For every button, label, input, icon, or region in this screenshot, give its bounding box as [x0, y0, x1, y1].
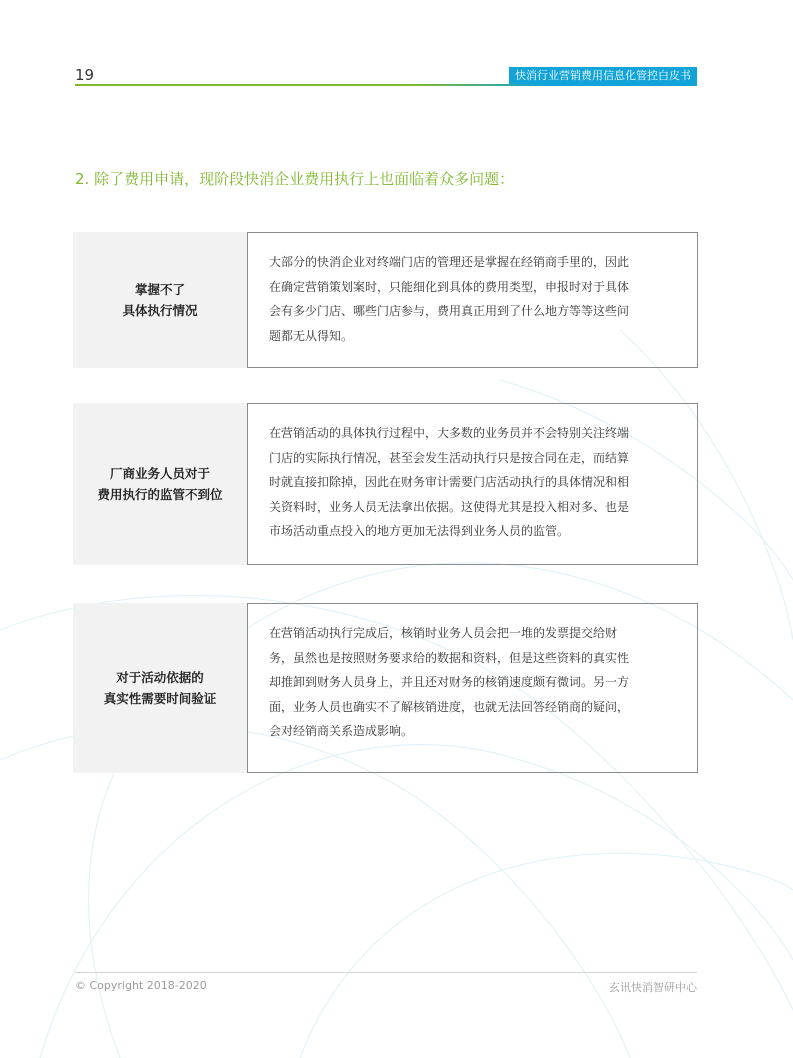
issue-description-line: 在营销活动的具体执行过程中，大多数的业务员并不会特别关注终端: [269, 426, 630, 440]
issue-label-cell: [73, 232, 247, 368]
issue-description-line: 市场活动重点投入的地方更加无法得到业务人员的监管。: [269, 524, 570, 538]
issue-description-line: 大部分的快消企业对终端门店的管理还是掌握在经销商手里的，因此: [269, 255, 630, 269]
issue-description-cell: [247, 403, 698, 565]
footer-rule: [75, 972, 697, 973]
issue-description-cell: [247, 603, 698, 773]
issue-description-line: 在营销活动执行完成后，核销时业务人员会把一堆的发票提交给财: [269, 626, 618, 640]
issue-description-cell: [247, 232, 698, 368]
issue-label-line: 真实性需要时间验证: [103, 691, 217, 706]
issue-description-line: 会有多少门店、哪些门店参与，费用真正用到了什么地方等等这些问: [269, 304, 630, 318]
header-title: 快消行业营销费用信息化管控白皮书: [509, 67, 697, 84]
footer-copyright: © Copyright 2018-2020: [75, 979, 207, 992]
issue-label-line: 掌握不了: [134, 282, 185, 297]
issue-description-line: 务，虽然也是按照财务要求给的数据和资料，但是这些资料的真实性: [269, 650, 630, 665]
issue-label-cell: [73, 403, 247, 565]
issue-box-3: [73, 603, 698, 773]
issue-description-line: 门店的实际执行情况，甚至会发生活动执行只是按合同在走，而结算: [269, 450, 630, 465]
issue-description-line: 时就直接扣除掉，因此在财务审计需要门店活动执行的具体情况和相: [269, 475, 630, 489]
section-heading: 2. 除了费用申请，现阶段快消企业费用执行上也面临着众多问题：: [75, 170, 515, 188]
issue-box-2: [73, 403, 698, 565]
issue-description-line: 却推卸到财务人员身上，并且还对财务的核销速度颇有微词。另一方: [269, 675, 630, 689]
header-rule: [75, 84, 697, 86]
issue-label-line: 费用执行的监管不到位: [97, 487, 223, 502]
issue-label-cell: [73, 603, 247, 773]
issue-label-line: 具体执行情况: [122, 303, 198, 318]
issue-description-line: 面，业务人员也确实不了解核销进度，也就无法回答经销商的疑问，: [269, 699, 630, 714]
issue-description-line: 题都无从得知。: [269, 328, 354, 343]
issue-description-line: 在确定营销策划案时，只能细化到具体的费用类型，申报时对于具体: [269, 279, 630, 294]
issue-description-line: 关资料时，业务人员无法拿出依据。这使得尤其是投入相对多、也是: [269, 499, 630, 514]
issue-description-line: 会对经销商关系造成影响。: [269, 724, 414, 738]
page-number: 19: [75, 66, 95, 84]
issue-label-line: 厂商业务人员对于: [109, 466, 210, 481]
issue-box-1: [73, 232, 698, 368]
footer-organization: 玄讯快消智研中心: [609, 981, 697, 994]
issue-label-line: 对于活动依据的: [116, 670, 204, 685]
